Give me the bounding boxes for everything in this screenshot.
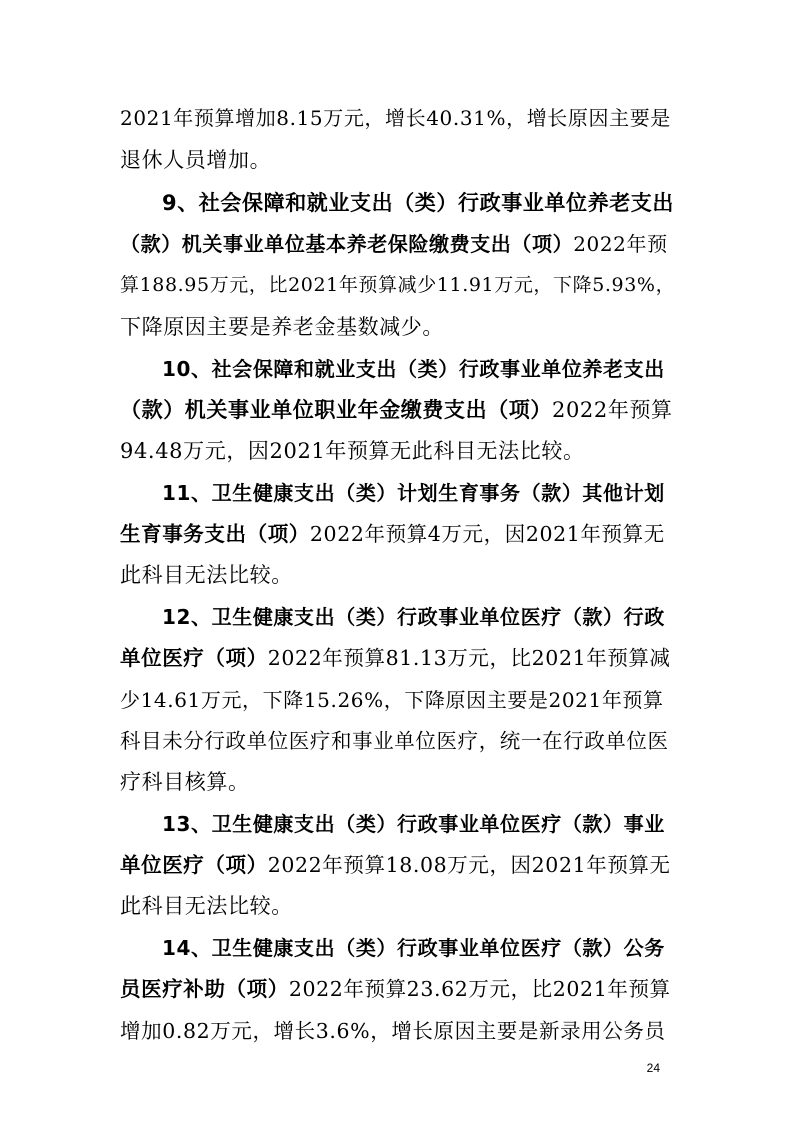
text-line bbox=[120, 145, 675, 175]
text-segment: 算188.95万元，比2021年预算减少11.91万元，下降5.93%， bbox=[120, 274, 676, 296]
text-line bbox=[120, 643, 675, 673]
text-line bbox=[120, 560, 675, 590]
text-line bbox=[120, 767, 675, 797]
text-line bbox=[120, 395, 675, 425]
item-heading: 13、卫生健康支出（类）行政事业单位医疗（款）事业 bbox=[162, 812, 665, 836]
text-line bbox=[120, 103, 675, 133]
item-heading: 12、卫生健康支出（类）行政事业单位医疗（款）行政 bbox=[162, 605, 665, 629]
text-segment: 2022年预算 bbox=[552, 398, 673, 422]
page-number: 24 bbox=[646, 1061, 660, 1075]
text-line bbox=[120, 270, 675, 300]
text-segment: 2021年预算增加8.15万元，增长40.31%，增长原因主要是 bbox=[120, 106, 671, 130]
text-line bbox=[162, 354, 675, 384]
text-line bbox=[120, 312, 675, 342]
item-heading: 9、社会保障和就业支出（类）行政事业单位养老支出 bbox=[162, 191, 675, 215]
text-segment: 疗科目核算。 bbox=[120, 770, 250, 794]
text-segment: 2022年预算81.13万元，比2021年预算减 bbox=[267, 646, 671, 670]
item-heading: 生育事务支出（项） bbox=[120, 522, 310, 546]
item-heading: 11、卫生健康支出（类）计划生育事务（款）其他计划 bbox=[162, 481, 665, 505]
item-heading: （款）机关事业单位职业年金缴费支出（项） bbox=[120, 398, 552, 422]
item-heading: 员医疗补助（项） bbox=[120, 977, 289, 1001]
text-line bbox=[120, 519, 675, 549]
text-line bbox=[162, 933, 675, 963]
text-segment: 此科目无法比较。 bbox=[120, 563, 293, 587]
item-heading: 14、卫生健康支出（类）行政事业单位医疗（款）公务 bbox=[162, 936, 665, 960]
text-segment: 94.48万元，因2021年预算无此科目无法比较。 bbox=[120, 439, 585, 463]
text-segment: 科目未分行政单位医疗和事业单位医疗，统一在行政单位医 bbox=[120, 729, 669, 753]
text-line bbox=[120, 891, 675, 921]
item-heading: 单位医疗（项） bbox=[120, 646, 268, 670]
item-heading: 单位医疗（项） bbox=[120, 853, 268, 877]
item-heading: 10、社会保障和就业支出（类）行政事业单位养老支出 bbox=[162, 357, 665, 381]
text-segment: 增加0.82万元，增长3.6%，增长原因主要是新录用公务员 bbox=[120, 1019, 666, 1043]
text-line bbox=[120, 850, 675, 880]
text-line bbox=[162, 478, 675, 508]
text-line bbox=[120, 1016, 675, 1046]
text-line bbox=[120, 685, 675, 715]
text-segment: 此科目无法比较。 bbox=[120, 894, 293, 918]
text-segment: 少14.61万元，下降15.26%，下降原因主要是2021年预算 bbox=[120, 688, 664, 712]
text-segment: 2022年预 bbox=[573, 232, 668, 256]
text-line bbox=[162, 809, 675, 839]
text-segment: 下降原因主要是养老金基数减少。 bbox=[120, 315, 444, 339]
text-segment: 退休人员增加。 bbox=[120, 148, 272, 172]
text-segment: 2022年预算23.62万元，比2021年预算 bbox=[288, 977, 671, 1001]
text-line bbox=[120, 436, 675, 466]
text-line bbox=[162, 188, 675, 218]
text-segment: 2022年预算4万元，因2021年预算无 bbox=[309, 522, 665, 546]
text-line bbox=[120, 229, 675, 259]
text-segment: 2022年预算18.08万元，因2021年预算无 bbox=[267, 853, 671, 877]
item-heading: （款）机关事业单位基本养老保险缴费支出（项） bbox=[120, 232, 574, 256]
text-line bbox=[162, 602, 675, 632]
text-line bbox=[120, 726, 675, 756]
text-line bbox=[120, 974, 675, 1004]
